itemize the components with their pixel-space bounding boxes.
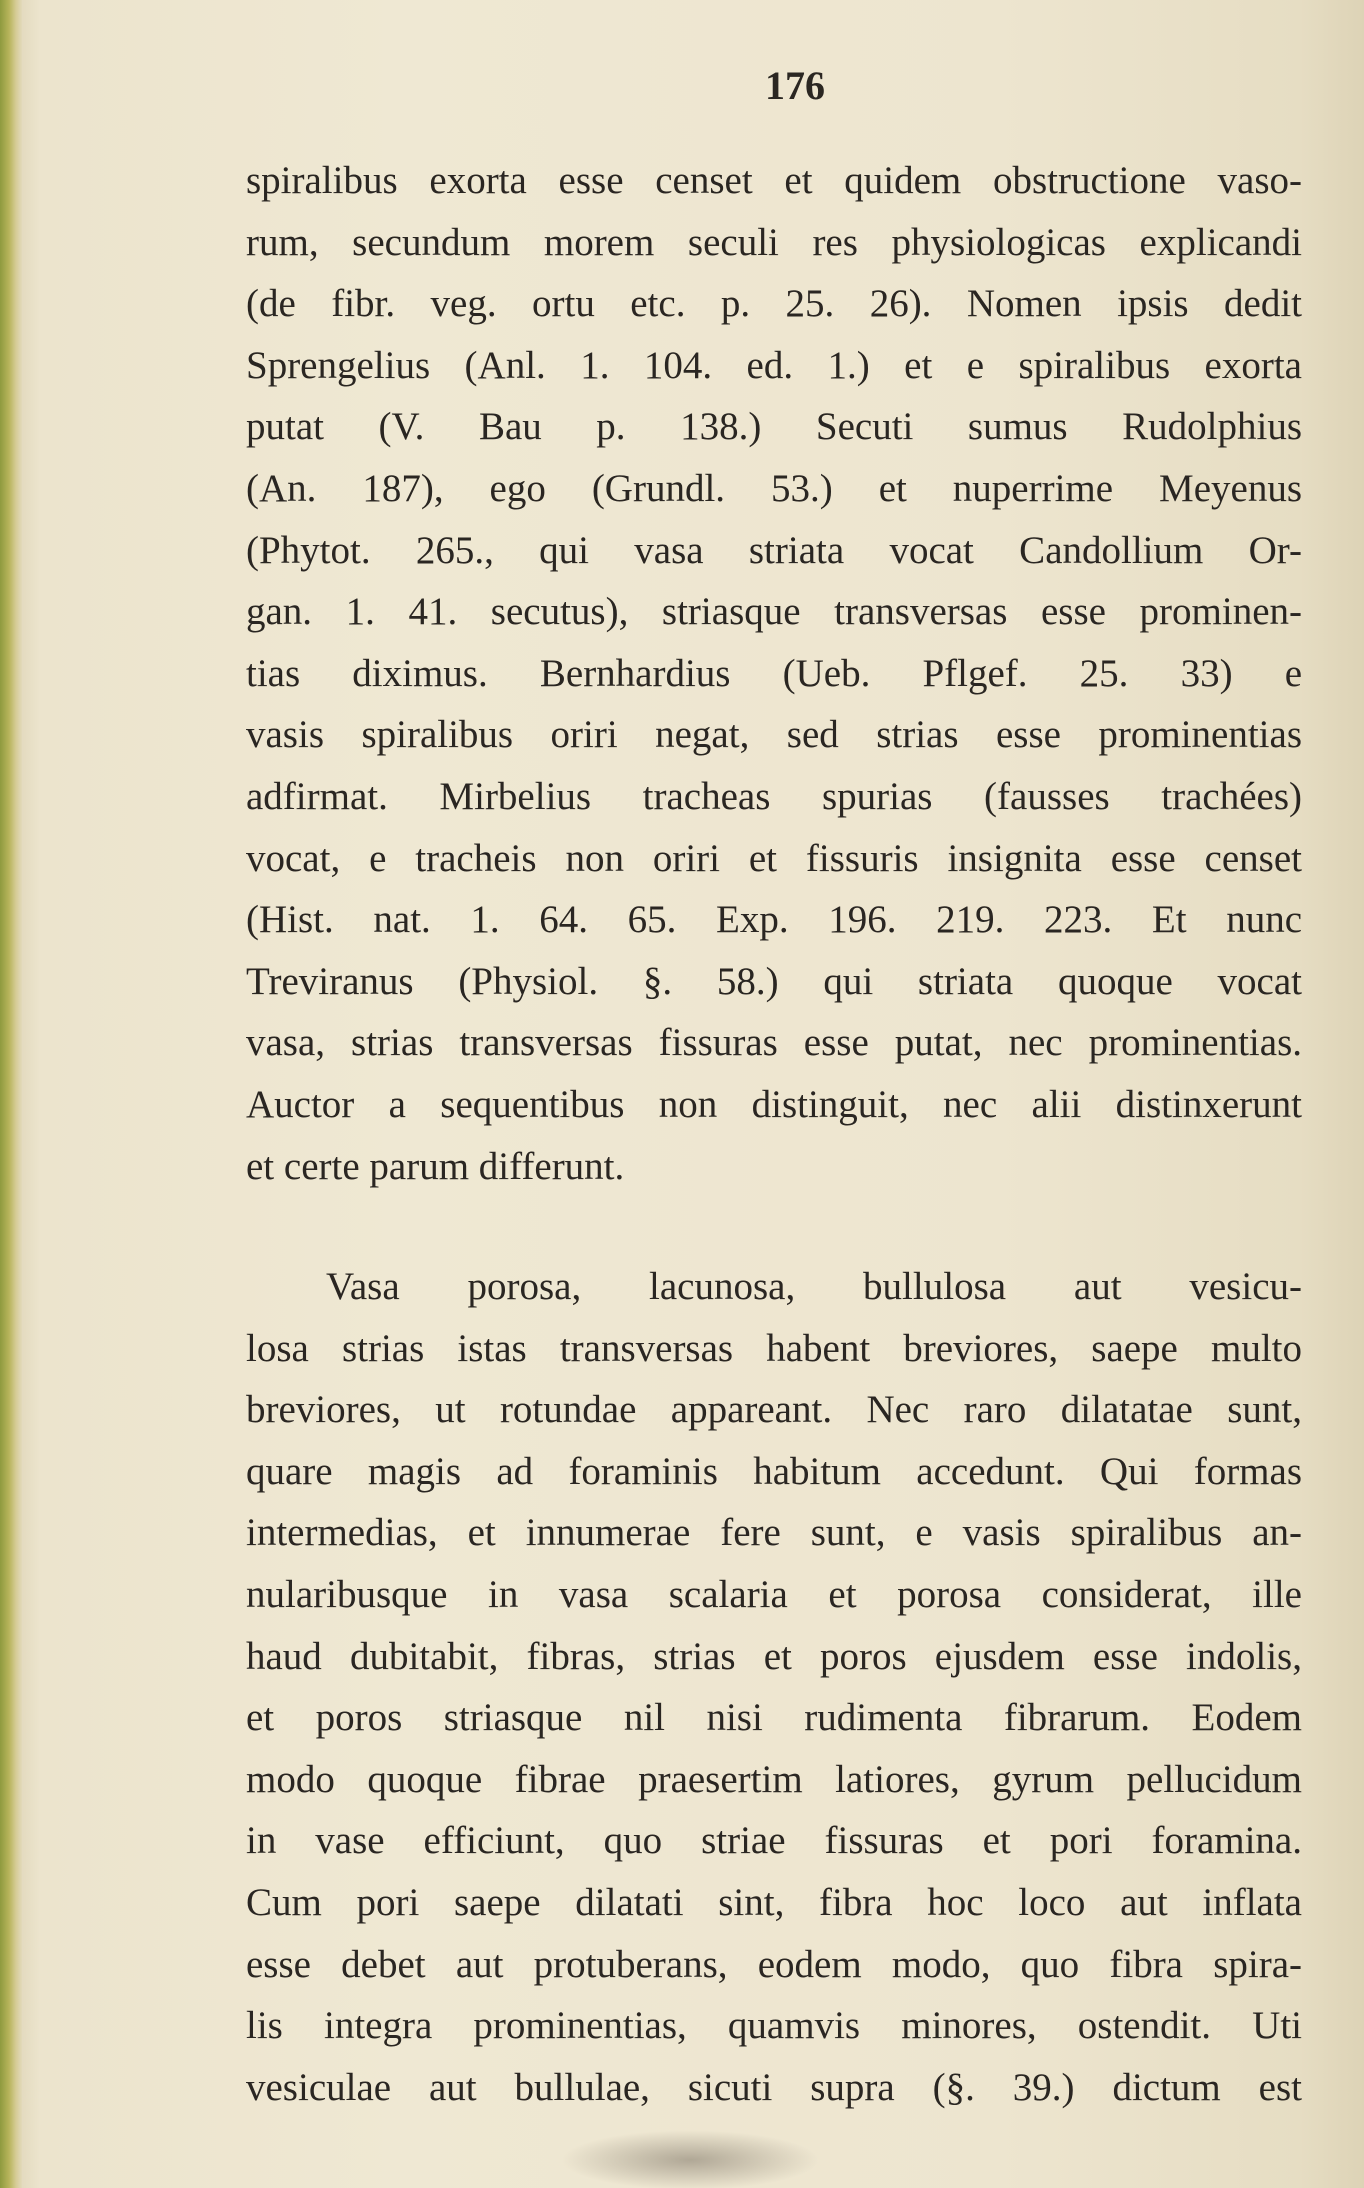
text-line: intermedias, et innumerae fere sunt, e vasis spiralibus an- — [246, 1511, 1302, 1555]
text-line: Cum pori saepe dilatati sint, fibra hoc loco aut inflata — [246, 1880, 1302, 1924]
text-line: modo quoque fibrae praesertim latiores, gyrum pellucidum — [246, 1757, 1302, 1801]
text-line: gan. 1. 41. secutus), striasque transversas esse prominen- — [246, 590, 1302, 634]
text-line: (Phytot. 265., qui vasa striata vocat Candollium Or- — [246, 528, 1302, 572]
text-line: nularibusque in vasa scalaria et porosa considerat, ille — [246, 1572, 1302, 1616]
text-line: lis integra prominentias, quamvis minores, ostendit. Uti — [246, 2004, 1302, 2048]
text-line: vasa, strias transversas fissuras esse putat, nec prominentias. — [246, 1021, 1302, 1065]
text-line: esse debet aut protuberans, eodem modo, quo fibra spira- — [246, 1942, 1302, 1986]
text-line: rum, secundum morem seculi res physiologicas explicandi — [246, 220, 1302, 264]
text-line: vasis spiralibus oriri negat, sed strias esse prominentias — [246, 713, 1302, 757]
text-line: (Hist. nat. 1. 64. 65. Exp. 196. 219. 223. Et nunc — [246, 898, 1302, 942]
text-line: Sprengelius (Anl. 1. 104. ed. 1.) et e spiralibus exorta — [246, 343, 1302, 387]
text-line: (An. 187), ego (Grundl. 53.) et nuperrime Meyenus — [246, 466, 1302, 510]
text-line: et certe parum differunt. — [246, 1144, 625, 1188]
text-line: putat (V. Bau p. 138.) Secuti sumus Rudolphius — [246, 405, 1302, 449]
paragraph-2 — [246, 1256, 1302, 2118]
text-line: quare magis ad foraminis habitum accedunt. Qui formas — [246, 1449, 1302, 1493]
text-line: adfirmat. Mirbelius tracheas spurias (fausses trachées) — [246, 774, 1302, 818]
text-line: breviores, ut rotundae appareant. Nec raro dilatatae sunt, — [246, 1388, 1302, 1432]
page-binding-edge — [0, 0, 22, 2188]
text-line: in vase efficiunt, quo striae fissuras et pori foramina. — [246, 1819, 1302, 1863]
page-number: 176 — [765, 63, 825, 108]
text-line: vesiculae aut bullulae, sicuti supra (§. 39.) dictum est — [246, 2065, 1302, 2109]
text-line: tias diximus. Bernhardius (Ueb. Pflgef. 25. 33) e — [246, 651, 1302, 695]
text-line: et poros striasque nil nisi rudimenta fibrarum. Eodem — [246, 1696, 1302, 1740]
text-line: Treviranus (Physiol. §. 58.) qui striata quoque vocat — [246, 959, 1302, 1003]
text-line: spiralibus exorta esse censet et quidem obstructione vaso- — [246, 159, 1302, 202]
paragraph-1 — [246, 150, 1302, 1197]
text-line: Vasa porosa, lacunosa, bullulosa aut vesicu- — [326, 1265, 1302, 1308]
text-line: (de fibr. veg. ortu etc. p. 25. 26). Nomen ipsis dedit — [246, 282, 1302, 326]
scan-shadow — [560, 2130, 820, 2188]
text-line: haud dubitabit, fibras, strias et poros ejusdem esse indolis, — [246, 1634, 1302, 1678]
text-line: losa strias istas transversas habent breviores, saepe multo — [246, 1326, 1302, 1370]
text-line: Auctor a sequentibus non distinguit, nec alii distinxerunt — [246, 1082, 1302, 1126]
text-line: vocat, e tracheis non oriri et fissuris insignita esse censet — [246, 836, 1302, 880]
